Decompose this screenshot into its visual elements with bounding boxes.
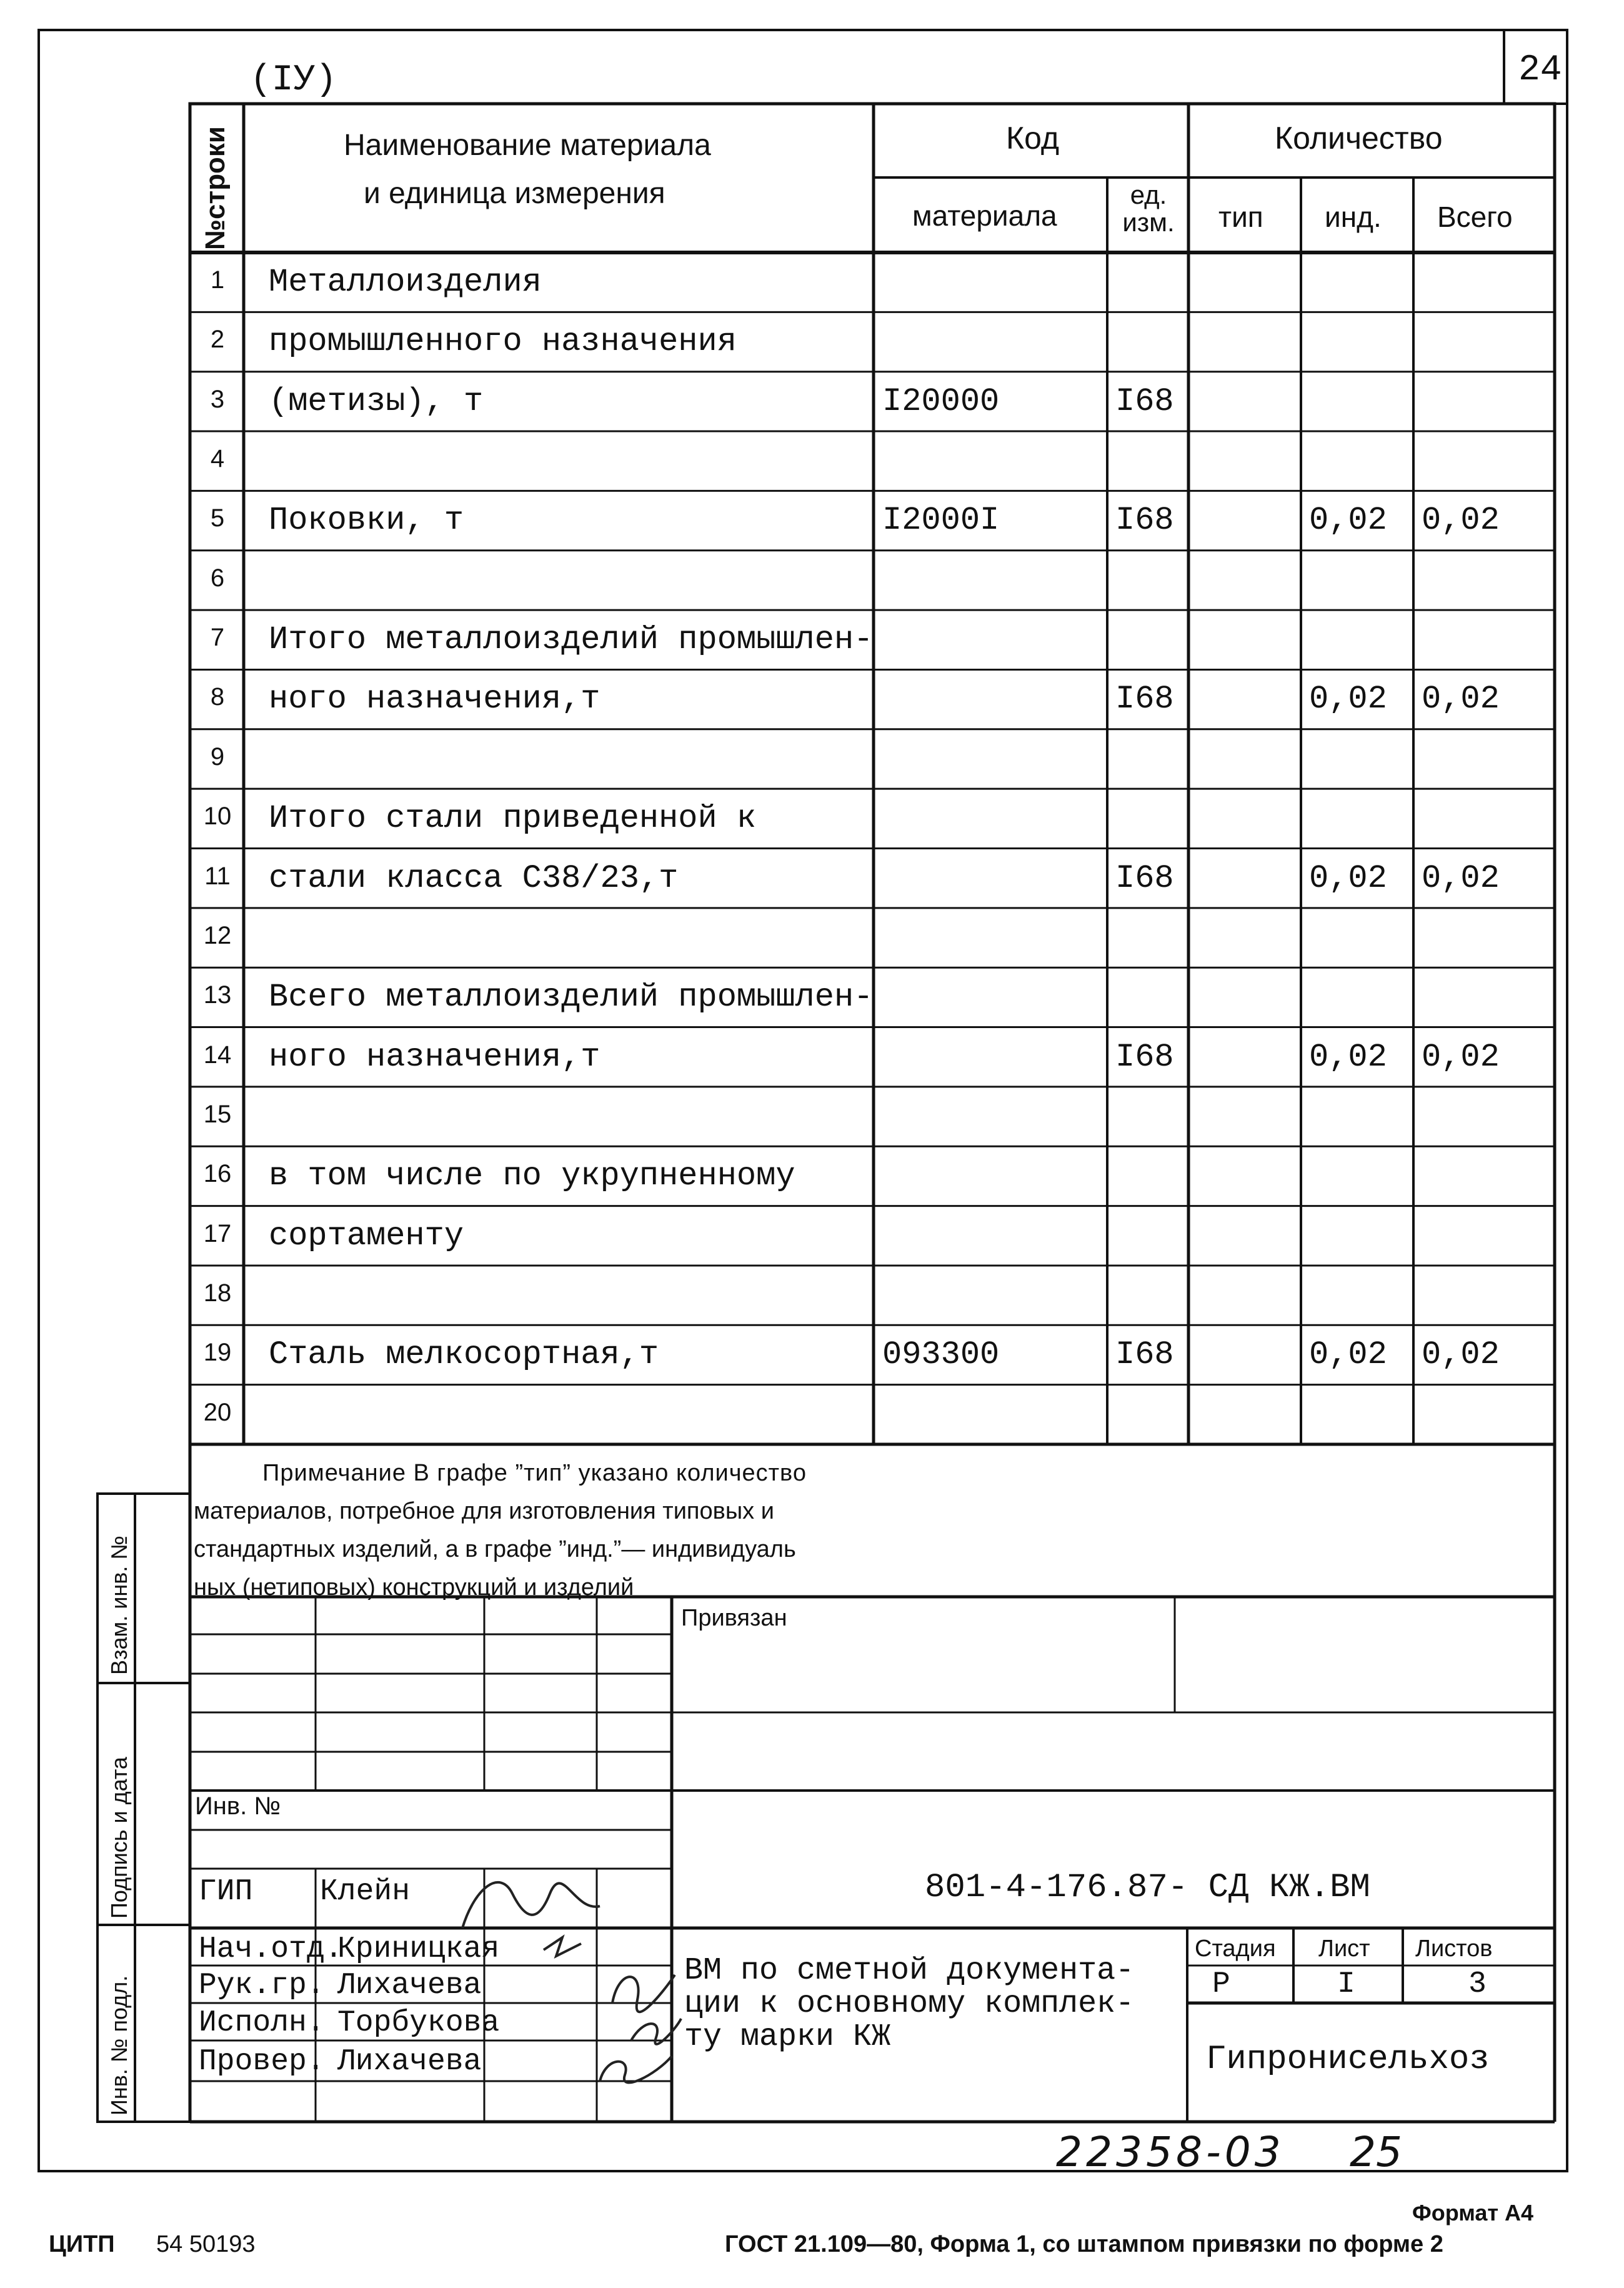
stamp-sheets: 3: [1468, 1967, 1487, 2001]
cell-mat: I2000I: [882, 502, 1000, 539]
cell-mat: 093300: [882, 1336, 1000, 1374]
row-number: 6: [210, 564, 225, 592]
section-mark: (IУ): [250, 60, 337, 101]
stamp-person-name: Лихачева: [337, 1969, 482, 2002]
stamp-person-name: Лихачева: [337, 2045, 482, 2079]
header-name-line2: и единица измерения: [364, 177, 665, 210]
stamp-organization: Гипронисельхоз: [1206, 2041, 1490, 2079]
header-code-material: материала: [912, 199, 1057, 232]
row-number: 16: [203, 1160, 232, 1188]
stamp-title-line2: ции к основному комплек-: [684, 1986, 1135, 2022]
cell-ind: 0,02: [1309, 681, 1387, 718]
cell-unit: I68: [1115, 1038, 1174, 1076]
hand-page: 25: [1350, 2128, 1402, 2176]
stamp-sheets-label: Листов: [1415, 1936, 1493, 1962]
cell-total: 0,02: [1422, 681, 1500, 718]
row-number: 2: [210, 326, 225, 354]
footer-left-code: ЦИТП: [49, 2231, 115, 2257]
stamp-sheet-label: Лист: [1318, 1936, 1370, 1962]
cell-ind: 0,02: [1309, 1336, 1387, 1374]
header-qty-ind: инд.: [1325, 201, 1382, 233]
row-number: 18: [203, 1279, 232, 1307]
note-line1: Примечание В графе ”тип” указано количество: [262, 1460, 807, 1486]
stamp-title-line3: ту марки КЖ: [684, 2019, 891, 2055]
format-label: Формат А4: [1412, 2200, 1534, 2226]
stamp-inv-no: Инв. №: [195, 1792, 281, 1820]
row-number: 4: [210, 445, 225, 473]
footer-left-number: 54 50193: [156, 2231, 256, 2257]
cell-total: 0,02: [1422, 859, 1500, 897]
header-code-unit: ед. изм.: [1122, 180, 1175, 237]
row-number: 17: [203, 1219, 232, 1247]
cell-name: Итого металлоизделий промышлен-: [269, 621, 874, 659]
cell-total: 0,02: [1422, 1038, 1500, 1076]
row-number: 11: [204, 862, 231, 890]
row-number: 9: [210, 742, 225, 771]
cell-name: Всего металлоизделий промышлен-: [269, 979, 874, 1016]
row-number: 1: [210, 266, 225, 294]
header-name-line1: Наименование материала: [344, 129, 711, 162]
stamp-person-name: Клейн: [320, 1875, 411, 1909]
stamp-title-line1: ВМ по сметной документа-: [684, 1953, 1135, 1989]
stamp-person-name: Торбукова: [337, 2006, 500, 2040]
stamp-sheet: I: [1337, 1967, 1355, 2001]
cell-name: Поковки, т: [269, 502, 464, 539]
header-qty-total: Всего: [1437, 201, 1513, 233]
note-line2: материалов, потребное для изготовления типовых и: [194, 1498, 774, 1524]
cell-total: 0,02: [1422, 502, 1500, 539]
cell-name: (метизы), т: [269, 382, 484, 420]
row-number: 14: [203, 1041, 232, 1069]
side-label-inv-podl: Инв. № подл.: [106, 1975, 132, 2116]
header-qty-type: тип: [1218, 201, 1263, 233]
cell-ind: 0,02: [1309, 859, 1387, 897]
stamp-person-role: Нач.отд.: [199, 1932, 343, 1966]
cell-name: ного назначения,т: [269, 1038, 600, 1076]
note-line4: ных (нетиповых) конструкций и изделий: [194, 1574, 634, 1601]
sheet-number: 24: [1518, 50, 1562, 91]
cell-ind: 0,02: [1309, 1038, 1387, 1076]
side-label-vzam-inv: Взам. инв. №: [106, 1535, 132, 1675]
hand-number: 22358-03: [1056, 2128, 1285, 2176]
cell-unit: I68: [1115, 502, 1174, 539]
stamp-stage: Р: [1212, 1967, 1230, 2001]
side-label-podpis-data: Подпись и дата: [106, 1757, 132, 1919]
row-number: 3: [210, 385, 225, 413]
cell-name: сортаменту: [269, 1217, 464, 1254]
stamp-person-role: ГИП: [199, 1875, 253, 1909]
stamp-stage-label: Стадия: [1195, 1936, 1276, 1962]
stamp-privyazan: Привязан: [681, 1605, 787, 1631]
header-code: Код: [1006, 121, 1060, 156]
stamp-designation: 801-4-176.87- СД КЖ.ВМ: [925, 1869, 1370, 1907]
footer-gost: ГОСТ 21.109—80, Форма 1, со штампом привязки по форме 2: [725, 2231, 1443, 2257]
cell-ind: 0,02: [1309, 502, 1387, 539]
row-number: 20: [203, 1398, 232, 1426]
row-number: 8: [210, 683, 225, 711]
cell-total: 0,02: [1422, 1336, 1500, 1374]
row-number: 13: [203, 981, 232, 1009]
cell-name: ного назначения,т: [269, 681, 600, 718]
stamp-person-role: Рук.гр.: [199, 1969, 325, 2002]
cell-name: в том числе по укрупненному: [269, 1157, 795, 1195]
cell-name: Итого стали приведенной к: [269, 800, 757, 837]
header-quantity: Количество: [1275, 121, 1443, 156]
cell-unit: I68: [1115, 681, 1174, 718]
row-number: 19: [203, 1339, 232, 1367]
cell-name: Сталь мелкосортная,т: [269, 1336, 659, 1374]
stamp-person-role: Исполн.: [199, 2006, 325, 2040]
header-row-number: №строки: [200, 126, 231, 250]
row-number: 15: [203, 1100, 232, 1128]
cell-name: Металлоизделия: [269, 264, 542, 301]
row-number: 12: [203, 921, 232, 949]
cell-unit: I68: [1115, 382, 1174, 420]
note-line3: стандартных изделий, а в графе ”инд.”— индивидуаль: [194, 1536, 796, 1562]
cell-mat: I20000: [882, 382, 1000, 420]
cell-unit: I68: [1115, 1336, 1174, 1374]
row-number: 7: [210, 624, 225, 652]
stamp-person-role: Провер.: [199, 2045, 325, 2079]
stamp-person-name: Криницкая: [337, 1932, 500, 1966]
row-number: 5: [210, 504, 225, 532]
cell-name: стали класса С38/23,т: [269, 859, 679, 897]
cell-name: промышленного назначения: [269, 323, 737, 361]
row-number: 10: [203, 802, 232, 831]
cell-unit: I68: [1115, 859, 1174, 897]
